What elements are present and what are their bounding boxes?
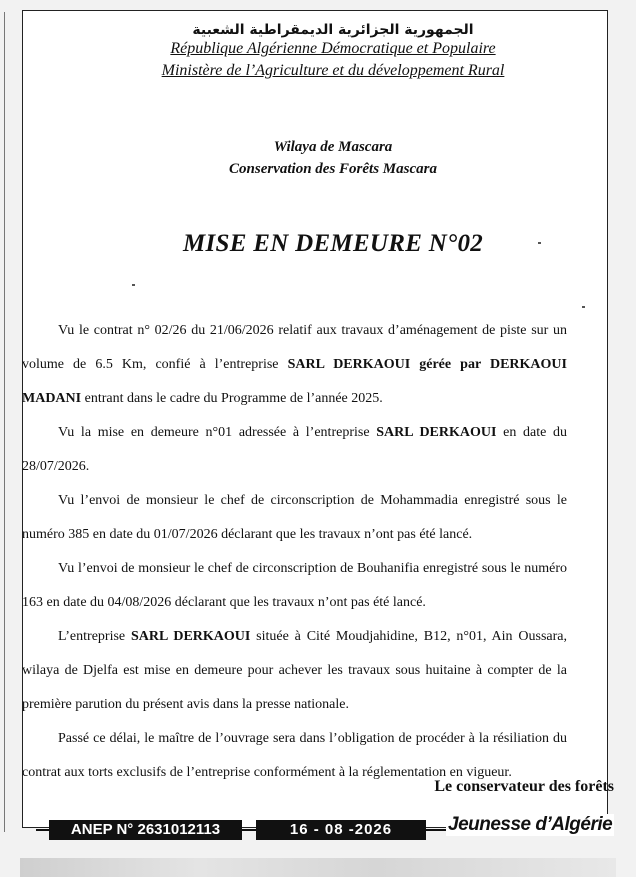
text-segment: Vu le contrat n° 02/26 du 21/06/2026 relatif aux travaux d’aménagement de piste sur un volume de 6.5 Km, confié à l’entreprise [22,323,567,372]
scan-speck [132,284,135,286]
arabic-republic-title: الجمهورية الجزائرية الديمقراطية الشعبية [192,22,474,38]
company-name: SARL DERKAOUI [130,629,251,644]
text-segment: en date du 28/07/2026. [22,425,567,474]
notice-body [22,314,567,790]
text-segment: située à Cité Moudjahidine, B12, n°01, Ain Oussara, wilaya de Djelfa est mise en demeure pour achever les travaux sous huitaine à compter de la première parution du présent avis dans la presse nationale. [22,629,567,712]
company-manager-name: SARL DERKAOUI gérée par DERKAOUI MADANI [22,357,567,406]
company-name: SARL DERKAOUI [376,425,497,440]
scan-speck [582,306,585,308]
paragraph-formal-notice [22,620,567,722]
scan-bottom-strip [20,858,616,877]
text-segment: Vu la mise en demeure n°01 adressée à l’entreprise [58,425,377,440]
paragraph-mohammadia: Vu l’envoi de monsieur le chef de circonscription de Mohammadia enregistré sous le numéro 385 en date du 01/07/2026 déclarant que les travaux n’ont pas été lancé. [22,493,567,542]
ministry-title: Ministère de l’Agriculture et du développement Rural [161,62,505,79]
newspaper-logo: Jeunesse d’Algérie [448,814,613,835]
publication-date-badge: 16 - 08 -2026 [256,820,426,840]
paragraph-bouhanifia: Vu l’envoi de monsieur le chef de circonscription de Bouhanifia enregistré sous le numéro 163 en date du 04/08/2026 déclarant que les travaux n’ont pas été lancé. [22,561,567,610]
signature: Le conservateur des forêts [434,778,614,795]
paragraph-first-notice [22,416,567,484]
text-segment: L’entreprise [58,629,131,644]
paragraph-termination: Passé ce délai, le maître de l’ouvrage sera dans l’obligation de procéder à la résiliation du contrat aux torts exclusifs de l’entreprise conformément à la réglementation en vigueur. [22,731,567,780]
notice-title: MISE EN DEMEURE N°02 [182,230,484,257]
conservation-name: Conservation des Forêts Mascara [229,161,437,177]
republic-title: République Algérienne Démocratique et Populaire [170,40,496,57]
official-header [0,22,636,82]
paragraph-contract [22,314,567,416]
text-segment: entrant dans le cadre du Programme de l’année 2025. [81,391,383,406]
anep-number-badge: ANEP N° 2631012113 [49,820,242,840]
issuing-authority [30,136,636,180]
scan-edge-line [4,12,5,832]
wilaya-name: Wilaya de Mascara [273,139,393,155]
scan-speck [538,242,541,244]
